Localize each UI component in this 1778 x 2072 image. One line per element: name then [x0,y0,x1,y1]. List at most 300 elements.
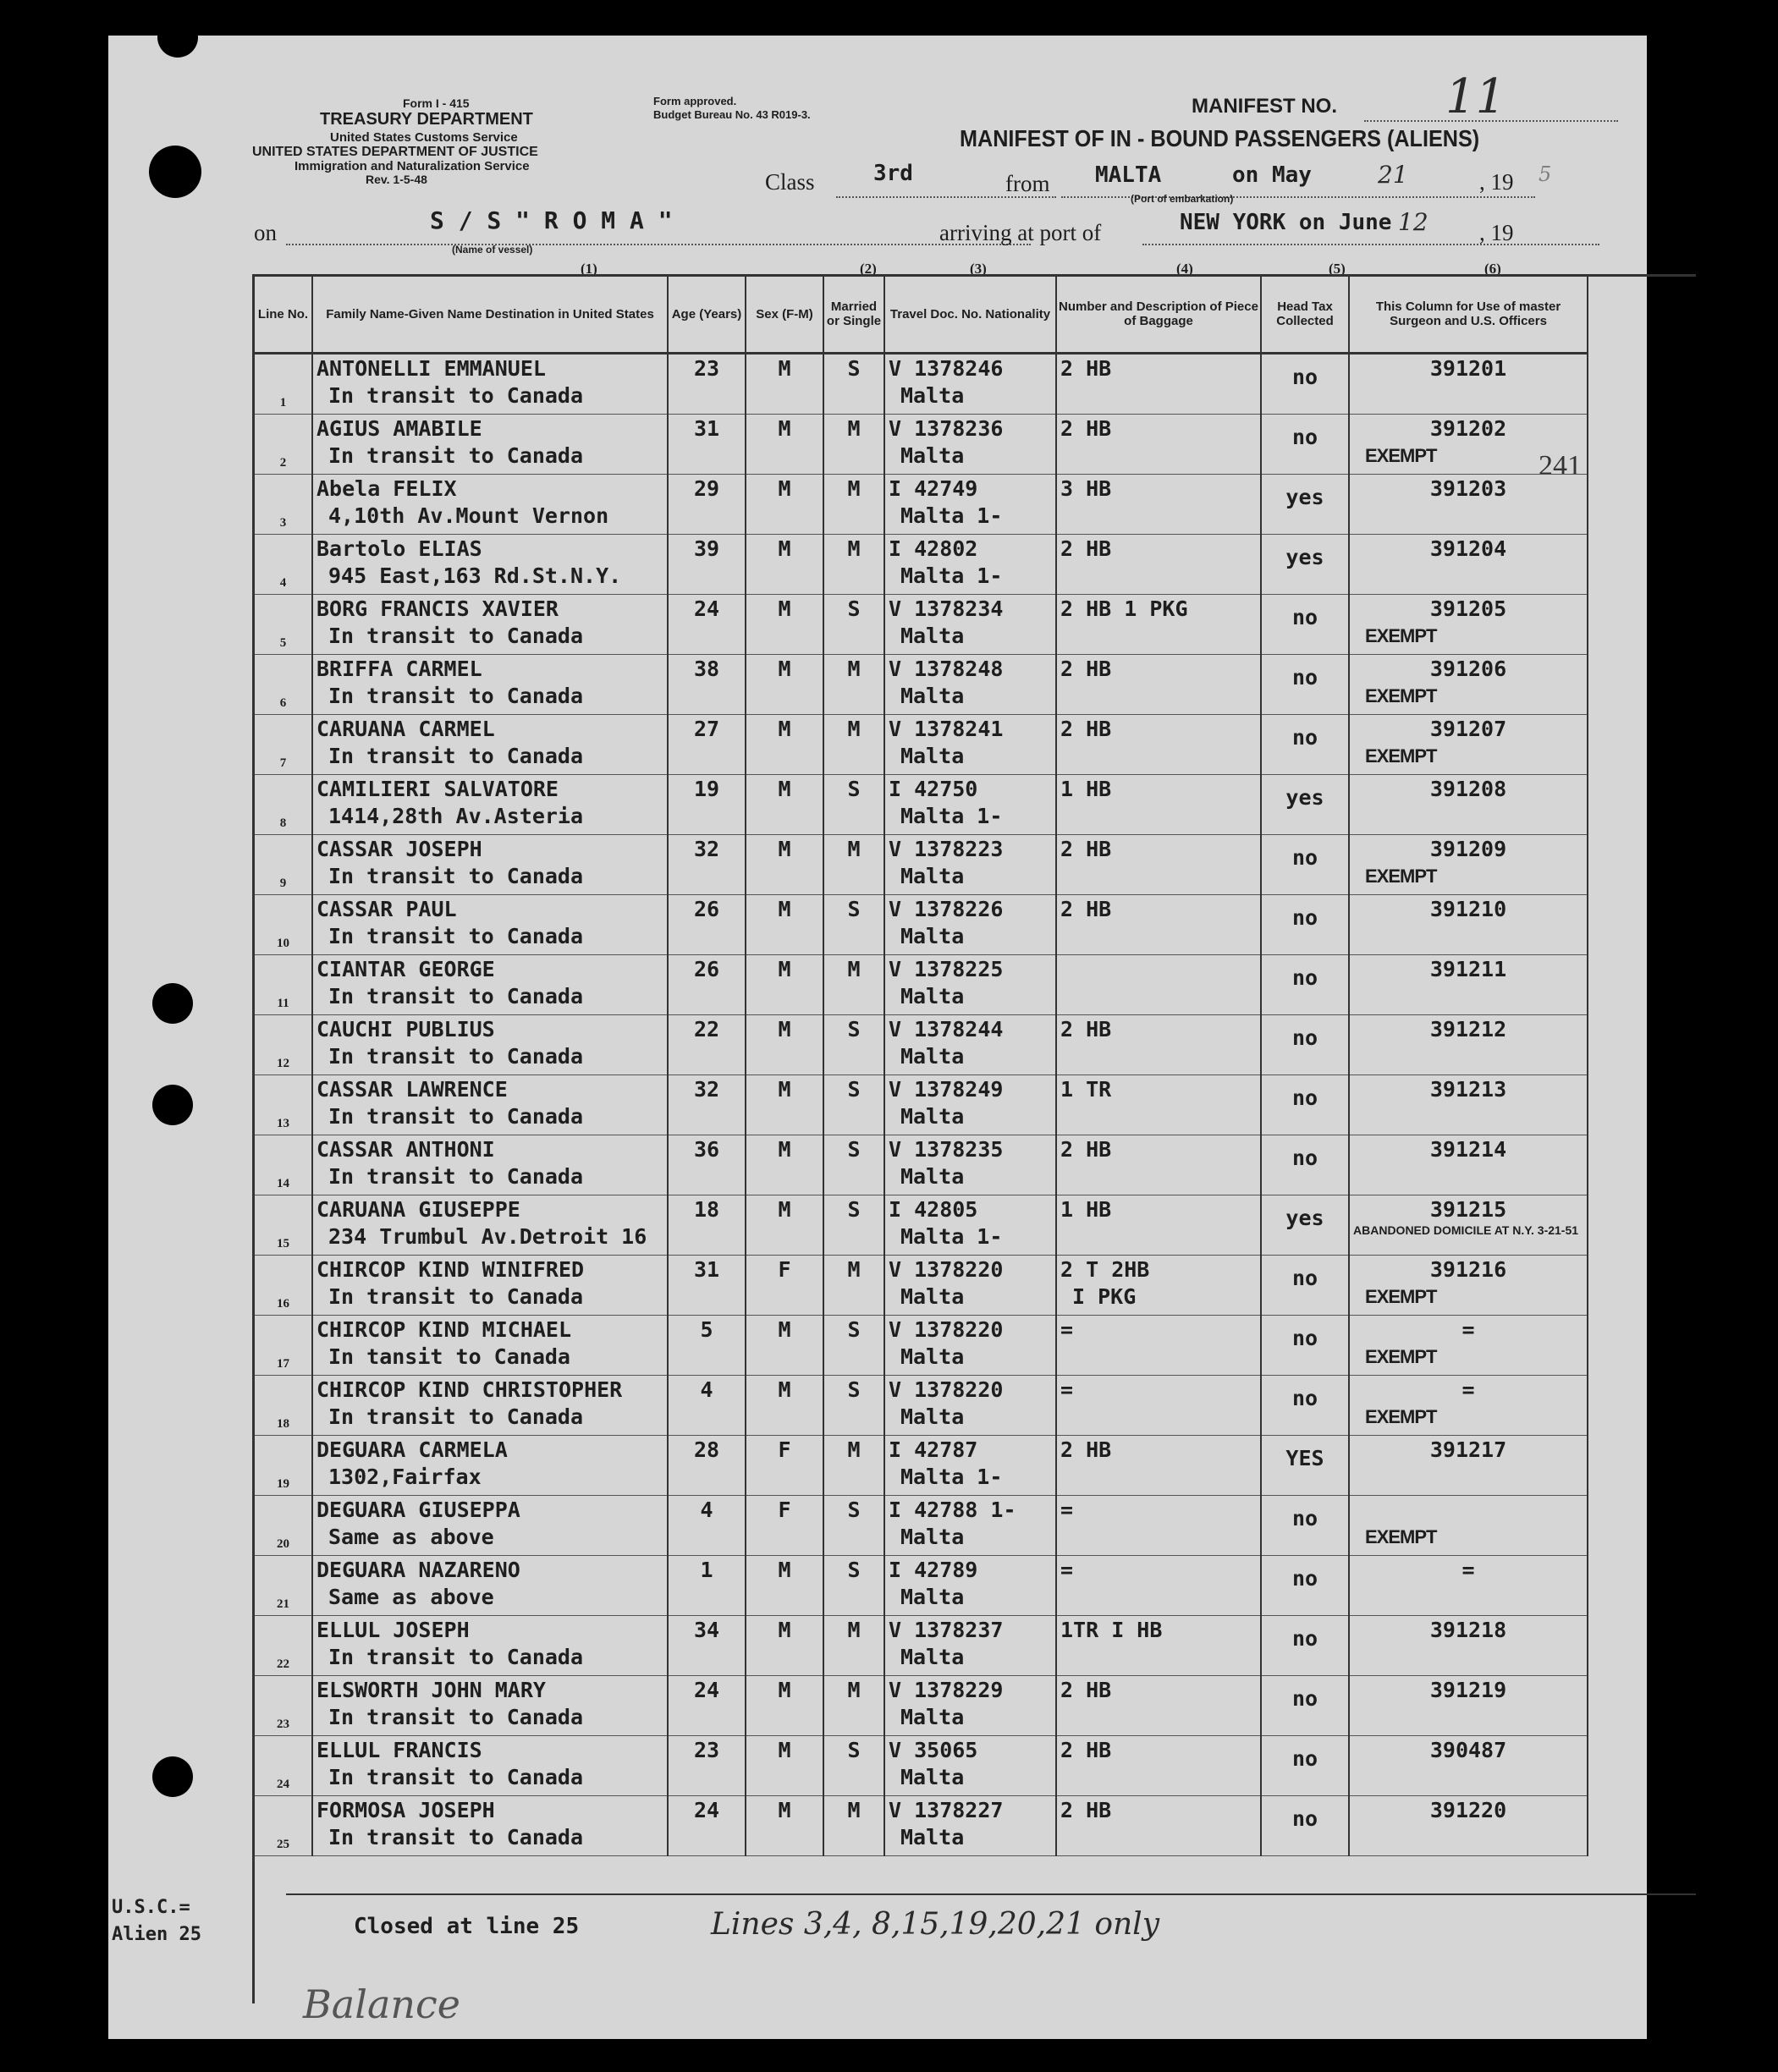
tax-cell-tax: no [1291,905,1318,930]
baggage-cell-bag2 [1057,864,1260,889]
officer-cell [1349,1556,1588,1616]
col-age: Age (Years) [668,276,746,354]
marital-cell [823,1195,884,1256]
baggage-cell-bag: = [1060,1377,1074,1402]
age-cell [668,835,746,895]
officer-cell [1349,354,1588,415]
marital-cell-ms: S [847,777,861,801]
doc-cell-nat: Malta [900,1825,965,1849]
sex-cell-sex: M [778,1017,791,1041]
baggage-cell-bag2 [1057,563,1260,589]
officer-cell-off: 391213 [1429,1077,1507,1102]
year-prefix: , 19 [1479,169,1514,195]
officer-cell-off2 [1350,1825,1587,1850]
baggage-cell-bag: = [1060,1498,1074,1522]
age-cell [668,1556,746,1616]
age-cell [668,1796,746,1856]
name-cell-dest: Same as above [328,1525,494,1549]
table-row [255,895,1588,955]
tax-cell-tax: yes [1285,785,1324,810]
line-no: 11 [255,955,312,1015]
name-cell-name: CASSAR JOSEPH [317,837,482,861]
line-no: 25 [255,1796,312,1856]
marital-cell-ms: M [847,476,861,501]
sex-cell-sex: M [778,717,791,741]
sex-cell [746,835,823,895]
officer-cell [1349,1256,1588,1316]
age-cell-age: 34 [693,1618,720,1642]
baggage-cell [1056,955,1261,1015]
side-number: 241 [1539,450,1582,481]
tax-cell [1261,1616,1349,1676]
baggage-cell-bag: 1 HB [1060,777,1112,801]
doc-cell-nat: Malta [900,1104,965,1129]
name-cell [312,1135,668,1195]
col-doc: Travel Doc. No. Nationality [884,276,1056,354]
tax-cell-tax: no [1291,365,1318,389]
name-cell-name: CARUANA CARMEL [317,717,495,741]
col-num-1: (1) [581,261,597,277]
officer-cell-off: 391218 [1429,1618,1507,1642]
sex-cell-sex: M [778,657,791,681]
marital-cell [823,1676,884,1736]
marital-cell-ms: M [847,536,861,561]
officer-cell-off: 391206 [1429,657,1507,681]
col-officer: This Column for Use of master Surgeon and U.S. Officers [1349,276,1588,354]
name-cell-name: ELLUL FRANCIS [317,1738,482,1762]
officer-cell [1349,775,1588,835]
officer-cell-off2 [1350,924,1587,949]
officer-cell [1349,955,1588,1015]
officer-cell-off: 391204 [1429,536,1507,561]
age-cell-age: 24 [693,596,720,621]
doc-cell-nat: Malta [900,1645,965,1669]
age-cell [668,1376,746,1436]
tax-cell-tax: no [1291,1146,1318,1170]
doc-cell-doc: V 1378220 [889,1257,1004,1282]
doc-cell [884,775,1056,835]
name-cell-dest: In transit to Canada [328,624,584,648]
tax-cell-tax: yes [1285,545,1324,569]
tax-cell-tax: no [1291,1806,1318,1831]
officer-cell-off: 391220 [1429,1798,1507,1822]
doc-cell [884,1256,1056,1316]
punch-hole [157,17,198,58]
age-cell [668,655,746,715]
name-cell [312,1496,668,1556]
name-cell [312,1376,668,1436]
marital-cell-ms: S [847,1377,861,1402]
doc-cell-nat: Malta 1- [900,1465,1003,1489]
marital-cell-ms: S [847,1558,861,1582]
doc-cell [884,1316,1056,1376]
baggage-cell-bag: 2 HB [1060,1437,1112,1462]
baggage-cell-bag2 [1057,984,1260,1009]
marital-cell-ms: M [847,416,861,441]
tax-cell [1261,535,1349,595]
name-cell-dest: 234 Trumbul Av.Detroit 16 [328,1224,647,1249]
marital-cell-ms: S [847,1317,861,1342]
sex-cell-sex: M [778,837,791,861]
officer-cell-off2 [1350,1765,1587,1790]
baggage-cell [1056,475,1261,535]
doc-cell [884,1075,1056,1135]
marital-cell-ms: S [847,1077,861,1102]
doc-cell-nat: Malta [900,383,965,408]
age-cell [668,1015,746,1075]
age-cell [668,1256,746,1316]
name-cell-name: CAUCHI PUBLIUS [317,1017,495,1041]
officer-cell [1349,655,1588,715]
marital-cell-ms: S [847,1738,861,1762]
doc-cell-doc: V 1378234 [889,596,1004,621]
name-cell [312,715,668,775]
tax-cell-tax: no [1291,1506,1318,1531]
table-row [255,354,1588,415]
tax-cell [1261,1436,1349,1496]
baggage-cell-bag: 1 HB [1060,1197,1112,1222]
sex-cell [746,1496,823,1556]
officer-cell [1349,1075,1588,1135]
doc-cell-nat: Malta [900,1284,965,1309]
age-cell-age: 32 [693,837,720,861]
officer-cell-off: 391214 [1429,1137,1507,1162]
line-no: 13 [255,1075,312,1135]
sex-cell [746,535,823,595]
doc-cell [884,354,1056,415]
age-cell-age: 23 [693,356,720,381]
table-row [255,1195,1588,1256]
baggage-cell-bag2: I PKG [1072,1284,1137,1309]
sex-cell-sex: M [778,476,791,501]
baggage-cell-bag: 2 HB [1060,717,1112,741]
officer-cell-off: 391219 [1429,1678,1507,1702]
name-cell-name: CHIRCOP KIND CHRISTOPHER [317,1377,623,1402]
doc-cell-doc: V 1378229 [889,1678,1004,1702]
name-cell [312,354,668,415]
age-cell [668,1135,746,1195]
table-row [255,1376,1588,1436]
doc-cell-doc: V 1378227 [889,1798,1004,1822]
officer-cell [1349,1015,1588,1075]
tax-cell [1261,1376,1349,1436]
tax-cell-tax: no [1291,1326,1318,1350]
marital-cell-ms: S [847,1017,861,1041]
doc-cell-nat: Malta [900,1765,965,1789]
line-no: 14 [255,1135,312,1195]
marital-cell-ms: M [847,1257,861,1282]
age-cell [668,715,746,775]
on-label: on [254,220,277,245]
doc-cell-doc: V 1378220 [889,1317,1004,1342]
age-cell [668,1496,746,1556]
name-cell-name: ANTONELLI EMMANUEL [317,356,546,381]
doc-cell [884,1436,1056,1496]
officer-cell-off: = [1461,1317,1475,1342]
officer-cell-off: 391215 [1429,1197,1507,1222]
usc-note: U.S.C.= [112,1897,190,1918]
name-cell-dest: In transit to Canada [328,443,584,468]
table-row [255,1556,1588,1616]
baggage-cell [1056,1796,1261,1856]
doc-cell [884,1616,1056,1676]
marital-cell-ms: M [847,837,861,861]
name-cell [312,1195,668,1256]
age-cell-age: 24 [693,1798,720,1822]
officer-cell [1349,1676,1588,1736]
age-cell-age: 19 [693,777,720,801]
name-cell-dest: In transit to Canada [328,684,584,708]
name-cell-name: CARUANA GIUSEPPE [317,1197,520,1222]
name-cell [312,535,668,595]
punch-hole [152,1756,193,1797]
age-cell-age: 4 [700,1498,713,1522]
age-cell [668,415,746,475]
alien-count: Alien 25 [112,1924,201,1945]
marital-cell [823,1316,884,1376]
tax-cell-tax: no [1291,425,1318,449]
baggage-cell-bag2 [1057,1585,1260,1610]
doc-cell [884,955,1056,1015]
name-cell-name: CASSAR LAWRENCE [317,1077,508,1102]
doc-cell-doc: V 35065 [889,1738,978,1762]
revision: Rev. 1-5-48 [366,173,427,186]
table-row [255,535,1588,595]
treasury-dept: TREASURY DEPARTMENT [320,110,533,129]
doc-cell-nat: Malta [900,984,965,1009]
baggage-cell-bag2 [1057,1825,1260,1850]
baggage-cell-bag: 2 HB [1060,1137,1112,1162]
age-cell-age: 4 [700,1377,713,1402]
baggage-cell-bag2 [1057,1705,1260,1730]
doc-cell-doc: V 1378225 [889,957,1004,981]
name-cell [312,1556,668,1616]
name-cell-dest: In transit to Canada [328,1284,584,1309]
marital-cell-ms: M [847,1798,861,1822]
sex-cell-sex: F [778,1498,791,1522]
col-num-2: (2) [860,261,877,277]
name-cell-dest: In transit to Canada [328,1645,584,1669]
name-cell-name: DEGUARA GIUSEPPA [317,1498,520,1522]
name-cell [312,1796,668,1856]
officer-cell-off2: EXEMPT [1365,1526,1437,1547]
col-num-5: (5) [1329,261,1346,277]
marital-cell [823,835,884,895]
tax-cell-tax: no [1291,725,1318,750]
name-cell-dest: In transit to Canada [328,1765,584,1789]
tax-cell-tax: no [1291,605,1318,629]
sex-cell [746,595,823,655]
doc-cell [884,1736,1056,1796]
officer-cell-off: 390487 [1429,1738,1507,1762]
baggage-cell-bag: 2 HB 1 PKG [1060,596,1188,621]
officer-cell-off2 [1350,984,1587,1009]
officer-cell [1349,1736,1588,1796]
officer-cell-off2 [1350,1645,1587,1670]
from-value: MALTA [1095,162,1162,188]
baggage-cell [1056,895,1261,955]
marital-cell [823,475,884,535]
sex-cell-sex: M [778,1197,791,1222]
age-cell [668,595,746,655]
name-cell [312,1316,668,1376]
tax-cell-tax: no [1291,1386,1318,1410]
doc-cell-doc: I 42788 1- [889,1498,1016,1522]
vessel-note: (Name of vessel) [452,244,533,256]
baggage-cell [1056,415,1261,475]
sex-cell-sex: M [778,1618,791,1642]
table-row [255,1135,1588,1195]
tax-cell [1261,895,1349,955]
doc-cell-doc: V 1378223 [889,837,1004,861]
name-cell [312,775,668,835]
age-cell [668,1736,746,1796]
line-no: 10 [255,895,312,955]
officer-cell [1349,415,1588,475]
marital-cell-ms: M [847,1678,861,1702]
marital-cell-ms: M [847,657,861,681]
name-cell-name: BRIFFA CARMEL [317,657,482,681]
sex-cell-sex: M [778,356,791,381]
name-cell-dest: 1414,28th Av.Asteria [328,804,584,828]
name-cell [312,1676,668,1736]
sex-cell [746,1075,823,1135]
ins-service: Immigration and Naturalization Service [294,159,530,173]
baggage-cell [1056,1376,1261,1436]
justice-dept: UNITED STATES DEPARTMENT OF JUSTICE [252,145,538,159]
baggage-cell [1056,715,1261,775]
tax-cell-tax: no [1291,1266,1318,1290]
doc-cell-doc: V 1378226 [889,897,1004,921]
doc-cell-nat: Malta [900,684,965,708]
officer-cell-off2 [1350,1164,1587,1190]
baggage-cell-bag2 [1057,1765,1260,1790]
baggage-cell-bag: 2 HB [1060,416,1112,441]
marital-cell-ms: S [847,1197,861,1222]
sex-cell [746,1135,823,1195]
baggage-cell [1056,1676,1261,1736]
tax-cell-tax: no [1291,1025,1318,1050]
officer-cell-off2 [1350,804,1587,829]
line-no: 20 [255,1496,312,1556]
sex-cell-sex: M [778,957,791,981]
doc-cell [884,475,1056,535]
baggage-cell-bag: 2 HB [1060,1798,1112,1822]
tax-cell-tax: no [1291,845,1318,870]
name-cell [312,475,668,535]
officer-cell-off2: EXEMPT [1365,1346,1437,1367]
marital-cell-ms: S [847,897,861,921]
tax-cell [1261,1556,1349,1616]
officer-cell-off: = [1461,1377,1475,1402]
name-cell-dest: In transit to Canada [328,1825,584,1849]
doc-cell-nat: Malta [900,1044,965,1069]
tax-cell [1261,354,1349,415]
officer-cell-off2 [1350,503,1587,529]
table-row [255,1256,1588,1316]
arrival-day: 12 [1398,208,1428,236]
age-cell [668,1316,746,1376]
doc-cell [884,1496,1056,1556]
tax-cell [1261,1676,1349,1736]
year2-prefix: , 19 [1479,220,1514,245]
sex-cell [746,475,823,535]
tax-cell [1261,1736,1349,1796]
name-cell-name: DEGUARA CARMELA [317,1437,508,1462]
officer-cell-off: = [1461,1558,1475,1582]
name-cell-name: AGIUS AMABILE [317,416,482,441]
officer-cell-off2: EXEMPT [1365,866,1437,887]
name-cell-dest: In transit to Canada [328,924,584,948]
table-row [255,1496,1588,1556]
sex-cell [746,655,823,715]
age-cell [668,1195,746,1256]
baggage-cell-bag: 2 HB [1060,1738,1112,1762]
name-cell-dest: In transit to Canada [328,984,584,1009]
name-cell-name: DEGUARA NAZARENO [317,1558,520,1582]
officer-cell-off2 [1350,1705,1587,1730]
age-cell-age: 29 [693,476,720,501]
doc-cell-doc: V 1378249 [889,1077,1004,1102]
sex-cell [746,354,823,415]
doc-cell [884,595,1056,655]
punch-hole [152,1085,193,1125]
closed-at-line: Closed at line 25 [354,1914,580,1939]
doc-cell-doc: I 42750 [889,777,978,801]
tax-cell [1261,1256,1349,1316]
tax-cell [1261,475,1349,535]
doc-cell-doc: V 1378241 [889,717,1004,741]
baggage-cell [1056,1616,1261,1676]
officer-cell-off: 391217 [1429,1437,1507,1462]
baggage-cell-bag2 [1057,1104,1260,1129]
line-no: 22 [255,1616,312,1676]
col-num-6: (6) [1484,261,1501,277]
baggage-cell [1056,775,1261,835]
sex-cell-sex: F [778,1257,791,1282]
table-row [255,955,1588,1015]
marital-cell-ms: M [847,717,861,741]
officer-cell-off2: ABANDONED DOMICILE AT N.Y. 3-21-51 [1353,1224,1579,1237]
doc-cell-doc: V 1378244 [889,1017,1004,1041]
line-no: 15 [255,1195,312,1256]
name-cell-name: CASSAR PAUL [317,897,457,921]
table-row [255,595,1588,655]
officer-cell [1349,595,1588,655]
sex-cell [746,775,823,835]
manifest-title: MANIFEST OF IN - BOUND PASSENGERS (ALIENS) [960,125,1480,151]
marital-cell [823,1796,884,1856]
officer-cell-off: 391212 [1429,1017,1507,1041]
marital-cell [823,535,884,595]
line-no: 2 [255,415,312,475]
name-cell-name: Abela FELIX [317,476,457,501]
officer-cell-off: 391203 [1429,476,1507,501]
table-row [255,1075,1588,1135]
doc-cell-doc: V 1378248 [889,657,1004,681]
name-cell-dest: 4,10th Av.Mount Vernon [328,503,609,528]
tax-cell [1261,1015,1349,1075]
sex-cell [746,1796,823,1856]
baggage-cell [1056,535,1261,595]
table-row [255,1736,1588,1796]
baggage-cell [1056,1256,1261,1316]
age-cell [668,895,746,955]
sex-cell-sex: M [778,1678,791,1702]
age-cell-age: 5 [700,1317,713,1342]
baggage-cell-bag2 [1057,744,1260,769]
sex-cell-sex: M [778,1077,791,1102]
